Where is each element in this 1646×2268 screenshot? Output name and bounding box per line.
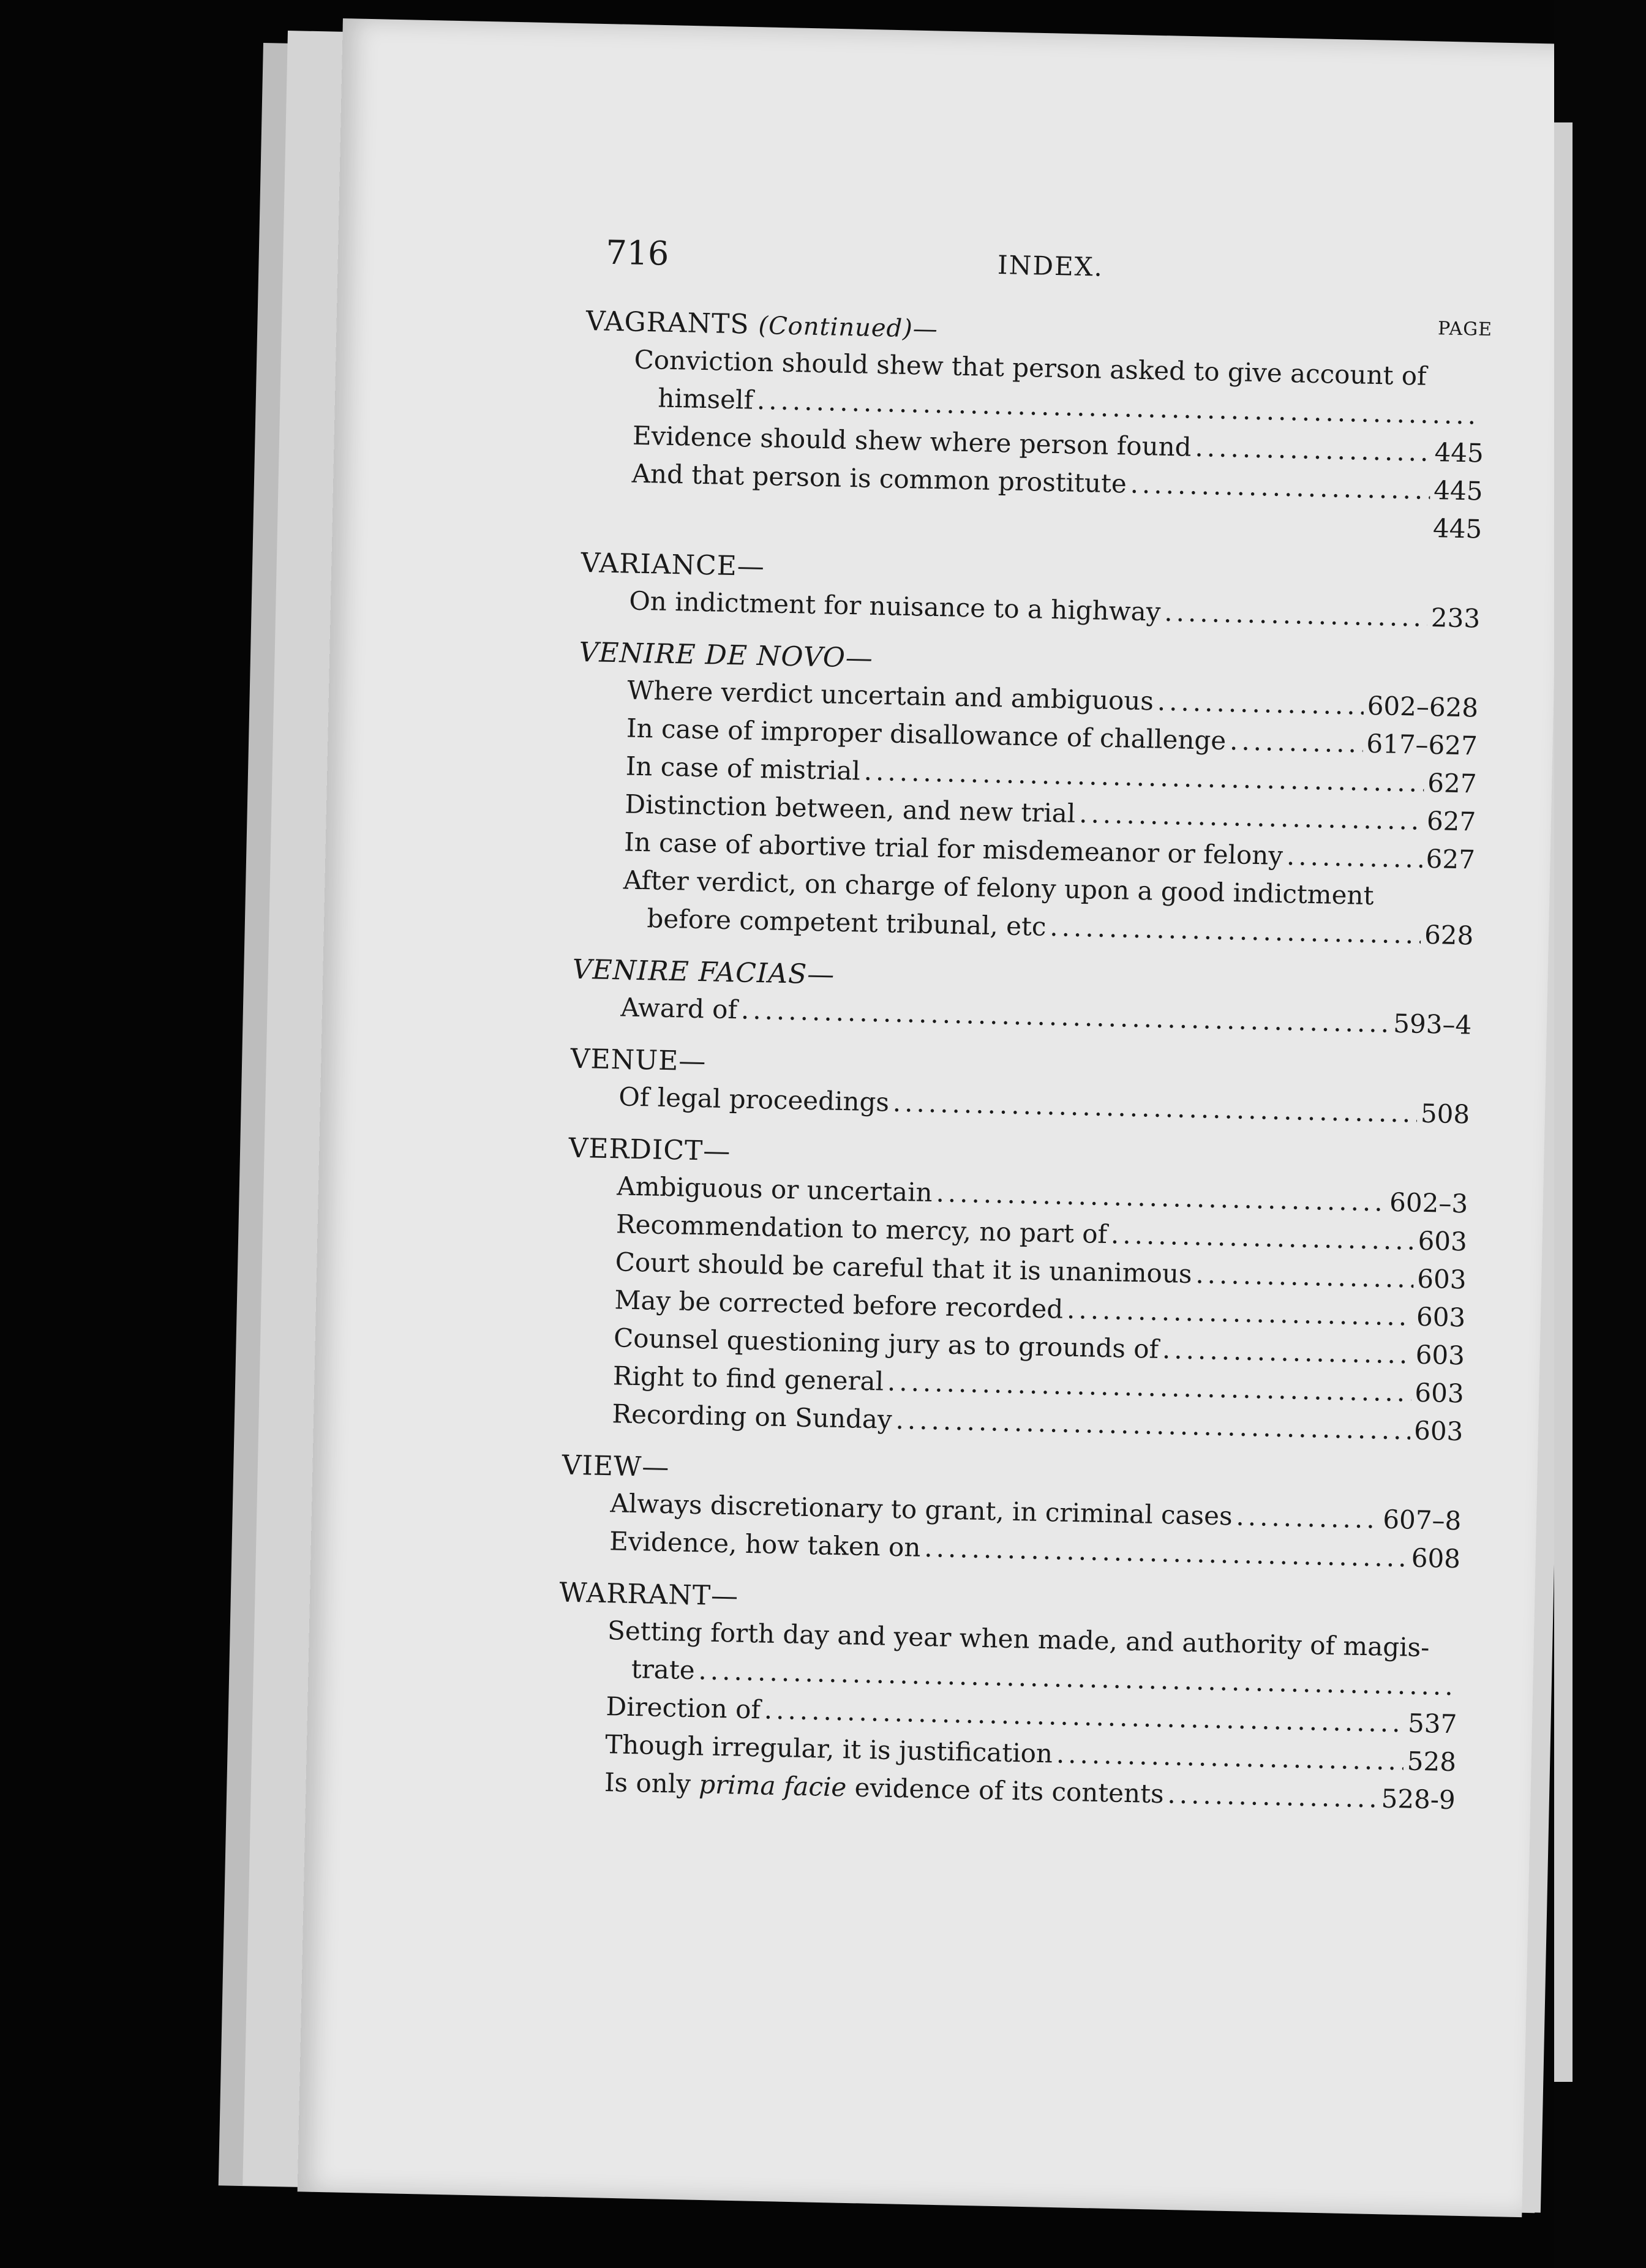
leader-dots xyxy=(1157,683,1364,725)
sub-entry-text: Ambiguous or uncertain xyxy=(616,1171,933,1208)
sub-entry-text-part: Is only xyxy=(604,1767,691,1800)
sub-entry-text: Direction of xyxy=(606,1691,761,1725)
leader-dots xyxy=(1130,465,1430,509)
sub-entry-text: Setting forth day and year when made, and authority of magis- xyxy=(607,1615,1430,1663)
sub-entry-text: In case of abortive trial for misdemeanor or felony xyxy=(623,827,1283,871)
sub-entry-text-part: evidence of its contents xyxy=(854,1772,1165,1809)
entry-heading: VENIRE DE NOVO— xyxy=(579,636,874,674)
entry-heading: WARRANT— xyxy=(558,1577,739,1612)
page-ref: 617–627 xyxy=(1366,728,1478,761)
sub-entry-cont-text: himself xyxy=(657,383,754,415)
entry-heading: VENUE— xyxy=(570,1043,707,1078)
leader-dots xyxy=(1110,1215,1415,1260)
index-entry xyxy=(555,1575,1459,1820)
entry-heading: VERDICT— xyxy=(568,1132,731,1168)
sub-entry-text: On indictment for nuisance to a highway xyxy=(628,585,1161,627)
page-ref: 628 xyxy=(1424,919,1474,951)
page-ref: 602–628 xyxy=(1367,690,1479,723)
page-ref: 603 xyxy=(1416,1263,1467,1295)
sub-entry-text: And that person is common prostitute xyxy=(631,458,1127,499)
running-head: INDEX. xyxy=(997,250,1104,282)
leader-dots xyxy=(1162,1331,1412,1374)
page-ref: 445 xyxy=(1432,513,1483,544)
page-ref: 603 xyxy=(1415,1339,1465,1371)
sub-entry-cont-text: trate xyxy=(631,1654,696,1686)
index-entry xyxy=(560,1448,1462,1579)
leader-dots xyxy=(1236,1498,1380,1539)
index-entry xyxy=(563,1131,1469,1451)
leader-dots xyxy=(1067,1291,1413,1336)
sub-entry-text: May be corrected before recorded xyxy=(614,1285,1064,1324)
sub-entry-text: After verdict, on charge of felony upon a good indictment xyxy=(623,865,1374,911)
page-ref: 593–4 xyxy=(1392,1008,1472,1040)
leader-dots xyxy=(1195,1255,1414,1297)
sub-entry-text: Evidence, how taken on xyxy=(609,1526,921,1563)
sub-entry-text: Recommendation to mercy, no part of xyxy=(615,1209,1108,1250)
page-ref: 627 xyxy=(1427,767,1477,799)
sub-entry-cont-text: before competent tribunal, etc xyxy=(647,903,1047,942)
index-entry xyxy=(571,952,1473,1045)
page-ref: 627 xyxy=(1426,843,1476,875)
page-ref: 445 xyxy=(1433,475,1483,506)
sub-entry-text: In case of mistrial xyxy=(625,751,861,786)
page-ref: 528-9 xyxy=(1381,1783,1456,1816)
sub-entry-text: Evidence should shew where person found xyxy=(632,420,1192,462)
sub-entry-text: Conviction should shew that person asked to give account of xyxy=(634,344,1427,391)
page-ref: 603 xyxy=(1414,1377,1465,1409)
sub-entry-text: Court should be careful that it is unanimous xyxy=(615,1247,1193,1290)
page-ref: 602–3 xyxy=(1389,1187,1468,1219)
page-ref: 627 xyxy=(1426,805,1476,837)
page-ref: 537 xyxy=(1407,1708,1457,1740)
page-ref: 445 xyxy=(1434,437,1484,468)
sub-entry-text: Though irregular, it is justification xyxy=(604,1729,1053,1769)
sub-entry-text: Recording on Sunday xyxy=(612,1399,893,1435)
page-ref: 603 xyxy=(1418,1225,1468,1257)
page-number: 716 xyxy=(605,233,670,273)
index-entry xyxy=(580,546,1481,638)
facing-page-edge xyxy=(1554,0,1646,2268)
sub-entry-italic: prima facie xyxy=(698,1769,847,1803)
page-ref: 233 xyxy=(1430,602,1481,634)
page-column-label: PAGE xyxy=(1437,318,1493,340)
sub-entry-text: Where verdict uncertain and ambiguous xyxy=(626,675,1154,716)
leader-dots xyxy=(1195,429,1431,471)
page-ref: 603 xyxy=(1413,1415,1464,1447)
leader-dots xyxy=(1056,1735,1404,1781)
sub-entry-text: Always discretionary to grant, in criminal cases xyxy=(610,1488,1233,1531)
index-entry xyxy=(573,635,1479,955)
page-ref: 608 xyxy=(1411,1542,1461,1574)
leader-dots xyxy=(1050,908,1421,954)
leader-dots xyxy=(1167,1775,1378,1817)
page-ref: 603 xyxy=(1416,1301,1466,1333)
sub-entry-text: In case of improper disallowance of challenge xyxy=(626,713,1227,756)
index-content xyxy=(555,233,1493,1819)
leader-dots xyxy=(1286,837,1422,878)
leader-dots xyxy=(1164,593,1428,637)
leader-dots xyxy=(1230,722,1364,763)
entry-heading: VARIANCE— xyxy=(581,547,765,583)
leader-dots xyxy=(1079,795,1424,840)
sub-entry-text: Of legal proceedings xyxy=(618,1081,890,1117)
sub-entry-text: Right to find general xyxy=(612,1361,884,1397)
sub-entry-text: Award of xyxy=(620,992,738,1025)
index-entry xyxy=(569,1042,1471,1134)
entry-heading: VIEW— xyxy=(562,1449,670,1484)
page-ref: 508 xyxy=(1420,1098,1470,1130)
facing-page-sliver xyxy=(1554,122,1573,2082)
entry-heading-suffix: (Continued)— xyxy=(758,311,939,344)
entry-heading: VENIRE FACIAS— xyxy=(572,953,835,991)
sub-entry-text: Distinction between, and new trial xyxy=(624,789,1076,828)
index-entry xyxy=(582,304,1486,549)
sub-entry-text: Counsel questioning jury as to grounds of xyxy=(613,1323,1159,1364)
page-ref: 528 xyxy=(1407,1746,1457,1778)
page-ref: 607–8 xyxy=(1382,1504,1462,1536)
entry-heading-text: VAGRANTS xyxy=(585,305,750,340)
